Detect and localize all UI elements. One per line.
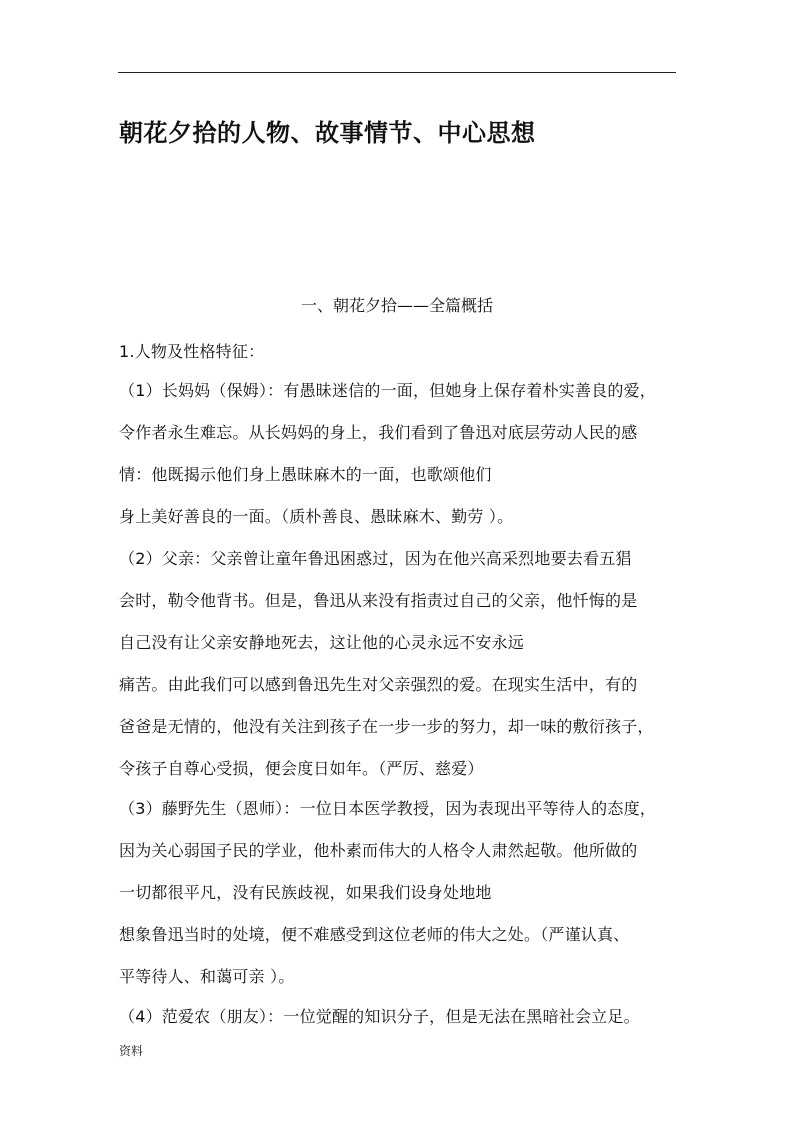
subheading: 1.人物及性格特征： bbox=[119, 342, 265, 361]
paragraph-line: 平等待人、和蔼可亲 ）。 bbox=[119, 967, 295, 986]
paragraph-line: 情：他既揭示他们身上愚昧麻木的一面，也歌颂他们 bbox=[119, 465, 492, 484]
section-heading: 一、朝花夕拾——全篇概括 bbox=[300, 296, 493, 315]
paragraph-line: 因为关心弱国子民的学业，他朴素而伟大的人格令人肃然起敬。他所做的 bbox=[119, 841, 638, 860]
paragraph-line: 身上美好善良的一面。（质朴善良、愚昧麻木、勤劳 ）。 bbox=[119, 507, 514, 526]
paragraph-line: （1）长妈妈（保姆）：有愚昧迷信的一面，但她身上保存着朴实善良的爱， bbox=[119, 381, 656, 400]
paragraph-line: 想象鲁迅当时的处境，便不难感受到这位老师的伟大之处。（严谨认真、 bbox=[119, 925, 630, 944]
paragraph-line: 爸爸是无情的，他没有关注到孩子在一步一步的努力，却一味的敷衍孩子， bbox=[119, 717, 654, 736]
paragraph-line: （4）范爱农（朋友）：一位觉醒的知识分子，但是无法在黑暗社会立足。 bbox=[119, 1007, 640, 1026]
paragraph-line: 一切都很平凡，没有民族歧视，如果我们设身处地地 bbox=[119, 883, 492, 902]
document-title: 朝花夕拾的人物、故事情节、中心思想 bbox=[119, 119, 536, 147]
paragraph-line: 令孩子自尊心受损，便会度日如年。（严厉、慈爱） bbox=[119, 759, 484, 778]
paragraph-line: 痛苦。由此我们可以感到鲁迅先生对父亲强烈的爱。在现实生活中，有的 bbox=[119, 675, 638, 694]
paragraph-line: （2）父亲：父亲曾让童年鲁迅困惑过，因为在他兴高采烈地要去看五猖 bbox=[119, 549, 632, 568]
paragraph-line: 会时，勒令他背书。但是，鲁迅从来没有指责过自己的父亲，他忏悔的是 bbox=[119, 591, 638, 610]
footer-label: 资料 bbox=[119, 1044, 144, 1058]
paragraph-line: 自己没有让父亲安静地死去，这让他的心灵永远不安永远 bbox=[119, 633, 525, 652]
header-rule bbox=[118, 72, 676, 73]
paragraph-line: （3）藤野先生（恩师）：一位日本医学教授，因为表现出平等待人的态度， bbox=[119, 799, 656, 818]
paragraph-line: 令作者永生难忘。从长妈妈的身上，我们看到了鲁迅对底层劳动人民的感 bbox=[119, 423, 638, 442]
